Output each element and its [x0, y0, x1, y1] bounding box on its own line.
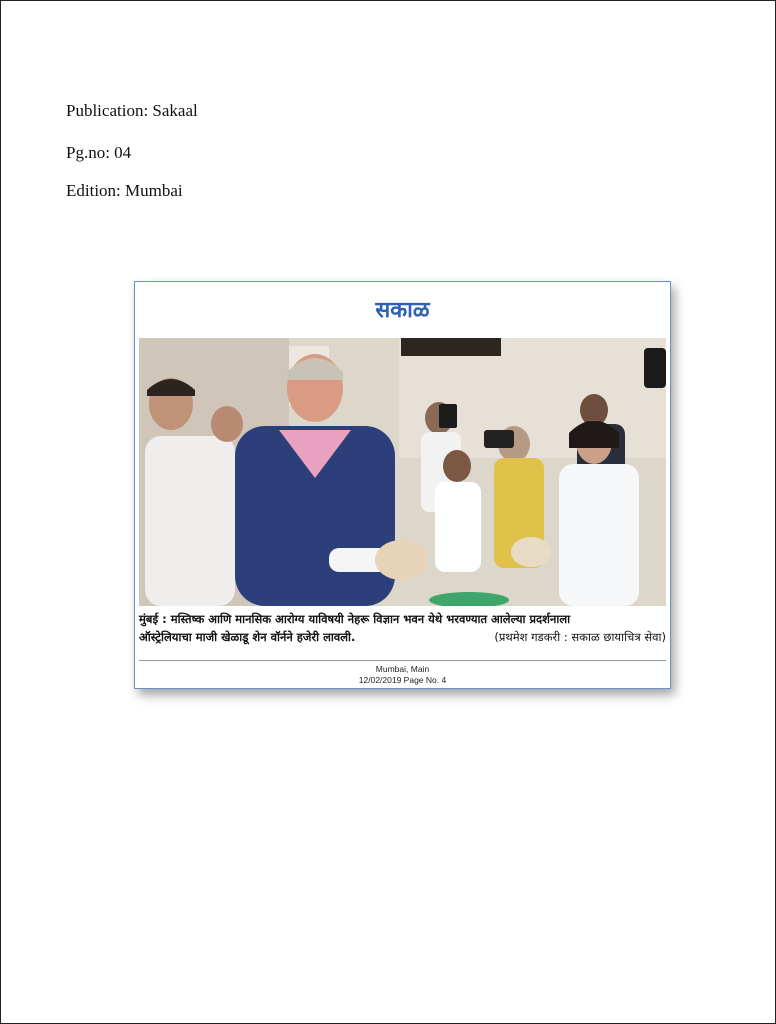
news-photo	[139, 338, 666, 606]
photo-caption	[139, 610, 666, 646]
caption-line-1: मुंबई : मस्तिष्क आणि मानसिक आरोग्य याविषयी नेहरू विज्ञान भवन येथे भरवण्यात आलेल्या प्रदर्शनाला	[139, 612, 571, 626]
footer-date-page: 12/02/2019 Page No. 4	[358, 675, 447, 685]
photo-credit: (प्रथमेश गडकरी : सकाळ छायाचित्र सेवा)	[494, 630, 666, 644]
page-number-label: Pg.no: 04	[66, 143, 132, 162]
clipping-footer	[135, 664, 670, 686]
caption-line-2	[139, 628, 666, 646]
newspaper-masthead: सकाळ	[375, 298, 430, 323]
photo-illustration	[139, 338, 666, 606]
footer-edition: Mumbai, Main	[375, 664, 430, 674]
publication-label: Publication: Sakaal	[66, 101, 198, 120]
edition-label: Edition: Mumbai	[66, 181, 183, 200]
caption-line-2-text: ऑस्ट्रेलियाचा माजी खेळाडू शेन वॉर्नने हजेरी लावली.	[139, 630, 356, 644]
newspaper-clipping	[134, 281, 671, 689]
footer-divider	[139, 660, 666, 661]
